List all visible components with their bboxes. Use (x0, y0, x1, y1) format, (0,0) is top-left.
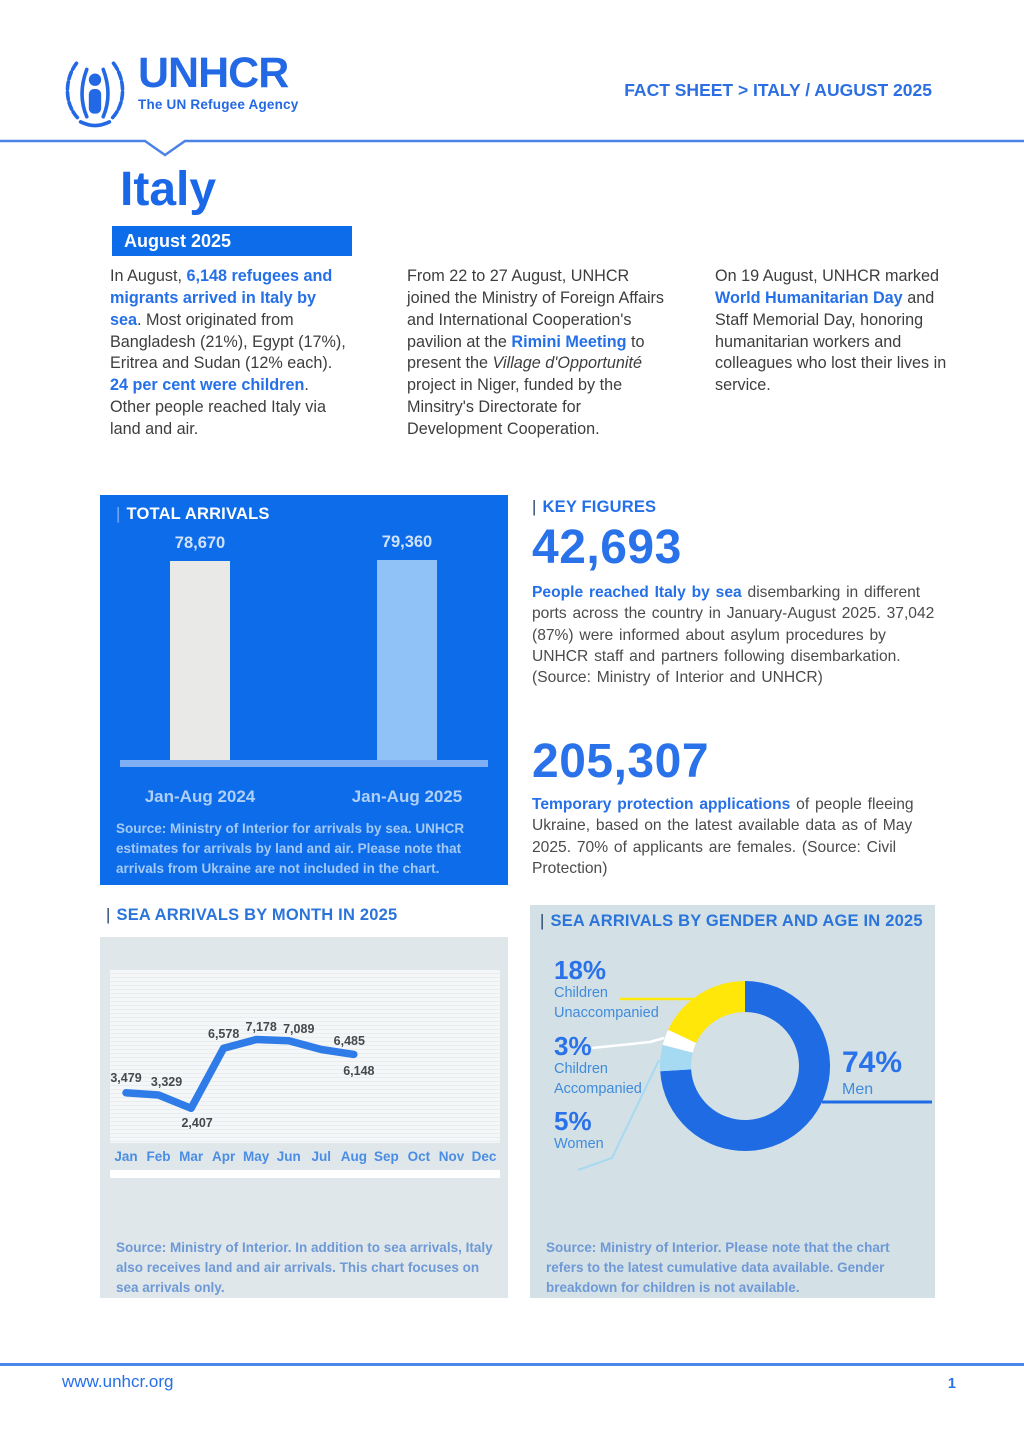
bar-category-label: Jan-Aug 2025 (351, 787, 463, 806)
text-segment: On 19 August, UNHCR marked (715, 267, 940, 285)
axis-strip (110, 1170, 500, 1178)
intro-column-1 (110, 266, 348, 441)
month-label: Oct (407, 1149, 431, 1164)
total-arrivals-title: | TOTAL ARRIVALS (116, 505, 270, 523)
intro-column-2 (407, 266, 665, 441)
text-segment: 24 per cent were children (110, 376, 305, 395)
logo-wordmark: UNHCR (138, 49, 289, 97)
text-segment: Village d'Opportunité (492, 354, 642, 373)
bar-jan-aug-2024 (170, 561, 230, 760)
gender-age-panel (530, 905, 935, 1298)
gender-chart-title: | SEA ARRIVALS BY GENDER AND AGE IN 2025 (540, 912, 923, 930)
text-segment: 6,148 refugees and migrants arrived in Italy by sea (110, 267, 333, 329)
data-point-label: 3,329 (150, 1075, 183, 1089)
text-segment: In August, (110, 267, 187, 285)
website-link[interactable]: www.unhcr.org (62, 1372, 174, 1391)
text-segment: . Most originated from Bangladesh (21%), Egypt (17%), Eritrea and Sudan (12% each). (110, 310, 346, 373)
page-title: Italy (120, 163, 217, 216)
header-divider (0, 133, 1024, 163)
intro-column-3 (715, 266, 957, 397)
data-point-label: 7,178 (245, 1019, 277, 1034)
monthly-chart-title: | SEA ARRIVALS BY MONTH IN 2025 (106, 906, 398, 924)
bar-value-label: 78,670 (174, 534, 226, 552)
key-figure-value-sea: 42,693 (532, 521, 682, 574)
text-segment: to present the (407, 332, 645, 373)
text-segment: . Other people reached Italy via land and air. (110, 376, 326, 439)
bar-value-label: 79,360 (381, 533, 433, 551)
text-segment: and Staff Memorial Day, honoring humanitarian workers and colleagues who lost their lives in service. (715, 288, 947, 395)
monthly-chart-source: Source: Ministry of Interior. In addition to sea arrivals, Italy also receives land and air arrivals. This chart focuses on sea arrivals only. (116, 1240, 493, 1295)
month-label: Feb (146, 1149, 171, 1164)
callout-children-accompanied: 3% Children Accompanied (554, 1031, 642, 1097)
month-label: Jul (311, 1149, 332, 1164)
month-label: Mar (179, 1149, 204, 1164)
gender-chart-source: Source: Ministry of Interior. Please note that the chart refers to the latest cumulative data available. Gender breakdown for children is not available. (546, 1240, 890, 1295)
key-figure-text-ukraine: Temporary protection applications of people fleeing Ukraine, based on the latest available data as of May 2025. 70% of applicants are females. (Source: Civil Protection) (532, 796, 914, 878)
data-point-label: 6,148 (343, 1064, 375, 1079)
bar-chart-baseline (120, 760, 488, 767)
month-label: Jan (114, 1149, 138, 1164)
text-segment: project in Niger, funded by the Minsitry's Directorate for Development Cooperation. (407, 376, 623, 439)
logo-tagline: The UN Refugee Agency (138, 97, 299, 112)
unhcr-logo (60, 49, 299, 128)
key-figure-value-ukraine: 205,307 (532, 735, 710, 788)
footer-divider (0, 1363, 1024, 1366)
data-point-label: 7,089 (283, 1021, 315, 1036)
callout-women: 5% Women (554, 1106, 604, 1153)
bar-category-label: Jan-Aug 2024 (144, 787, 256, 806)
data-point-label: 3,479 (110, 1070, 142, 1085)
data-point-label: 6,485 (333, 1033, 365, 1048)
inline-link[interactable]: Rimini Meeting (511, 332, 627, 351)
bar-jan-aug-2025 (377, 560, 437, 760)
total-arrivals-source: Source: Ministry of Interior for arrivals by sea. UNHCR estimates for arrivals by land and air. Please note that arrivals from Ukraine are not included in the chart. (116, 821, 465, 876)
monthly-arrivals-panel (100, 937, 508, 1298)
key-figure-text-sea: People reached Italy by sea disembarking in different ports across the country in January-August 2025. 37,042 (87%) were informed about asylum procedures by UNHCR staff and partners following disembarkation. (Source: Ministry of Interior and UNHCR) (532, 584, 935, 687)
inline-link[interactable]: World Humanitarian Day (715, 288, 903, 307)
callout-men: 74% Men (842, 1046, 903, 1098)
month-label: Nov (438, 1149, 465, 1164)
month-label: Sep (374, 1149, 399, 1164)
page-number: 1 (947, 1376, 956, 1392)
period-badge: August 2025 (112, 226, 352, 256)
callout-children-unaccompanied: 18% Children Unaccompanied (554, 955, 659, 1021)
donut-slice-children-unaccompanied (668, 981, 745, 1043)
data-point-label: 6,578 (208, 1027, 240, 1042)
month-label: Apr (212, 1149, 236, 1164)
month-label: Jun (276, 1149, 301, 1164)
text-segment: From 22 to 27 August, UNHCR joined the Ministry of Foreign Affairs and International Cooperation's pavilion at the (407, 267, 665, 351)
month-label: Dec (471, 1149, 497, 1164)
line-series (126, 1040, 354, 1109)
unhcr-emblem-icon (60, 52, 130, 128)
data-point-label: 2,407 (181, 1116, 213, 1131)
line-chart-plot-area (110, 970, 500, 1143)
month-label: Aug (340, 1149, 367, 1164)
month-label: May (243, 1149, 270, 1164)
fact-sheet-header: FACT SHEET > ITALY / AUGUST 2025 (624, 80, 932, 100)
total-arrivals-panel (100, 495, 508, 885)
key-figures-title: | KEY FIGURES (532, 498, 657, 516)
